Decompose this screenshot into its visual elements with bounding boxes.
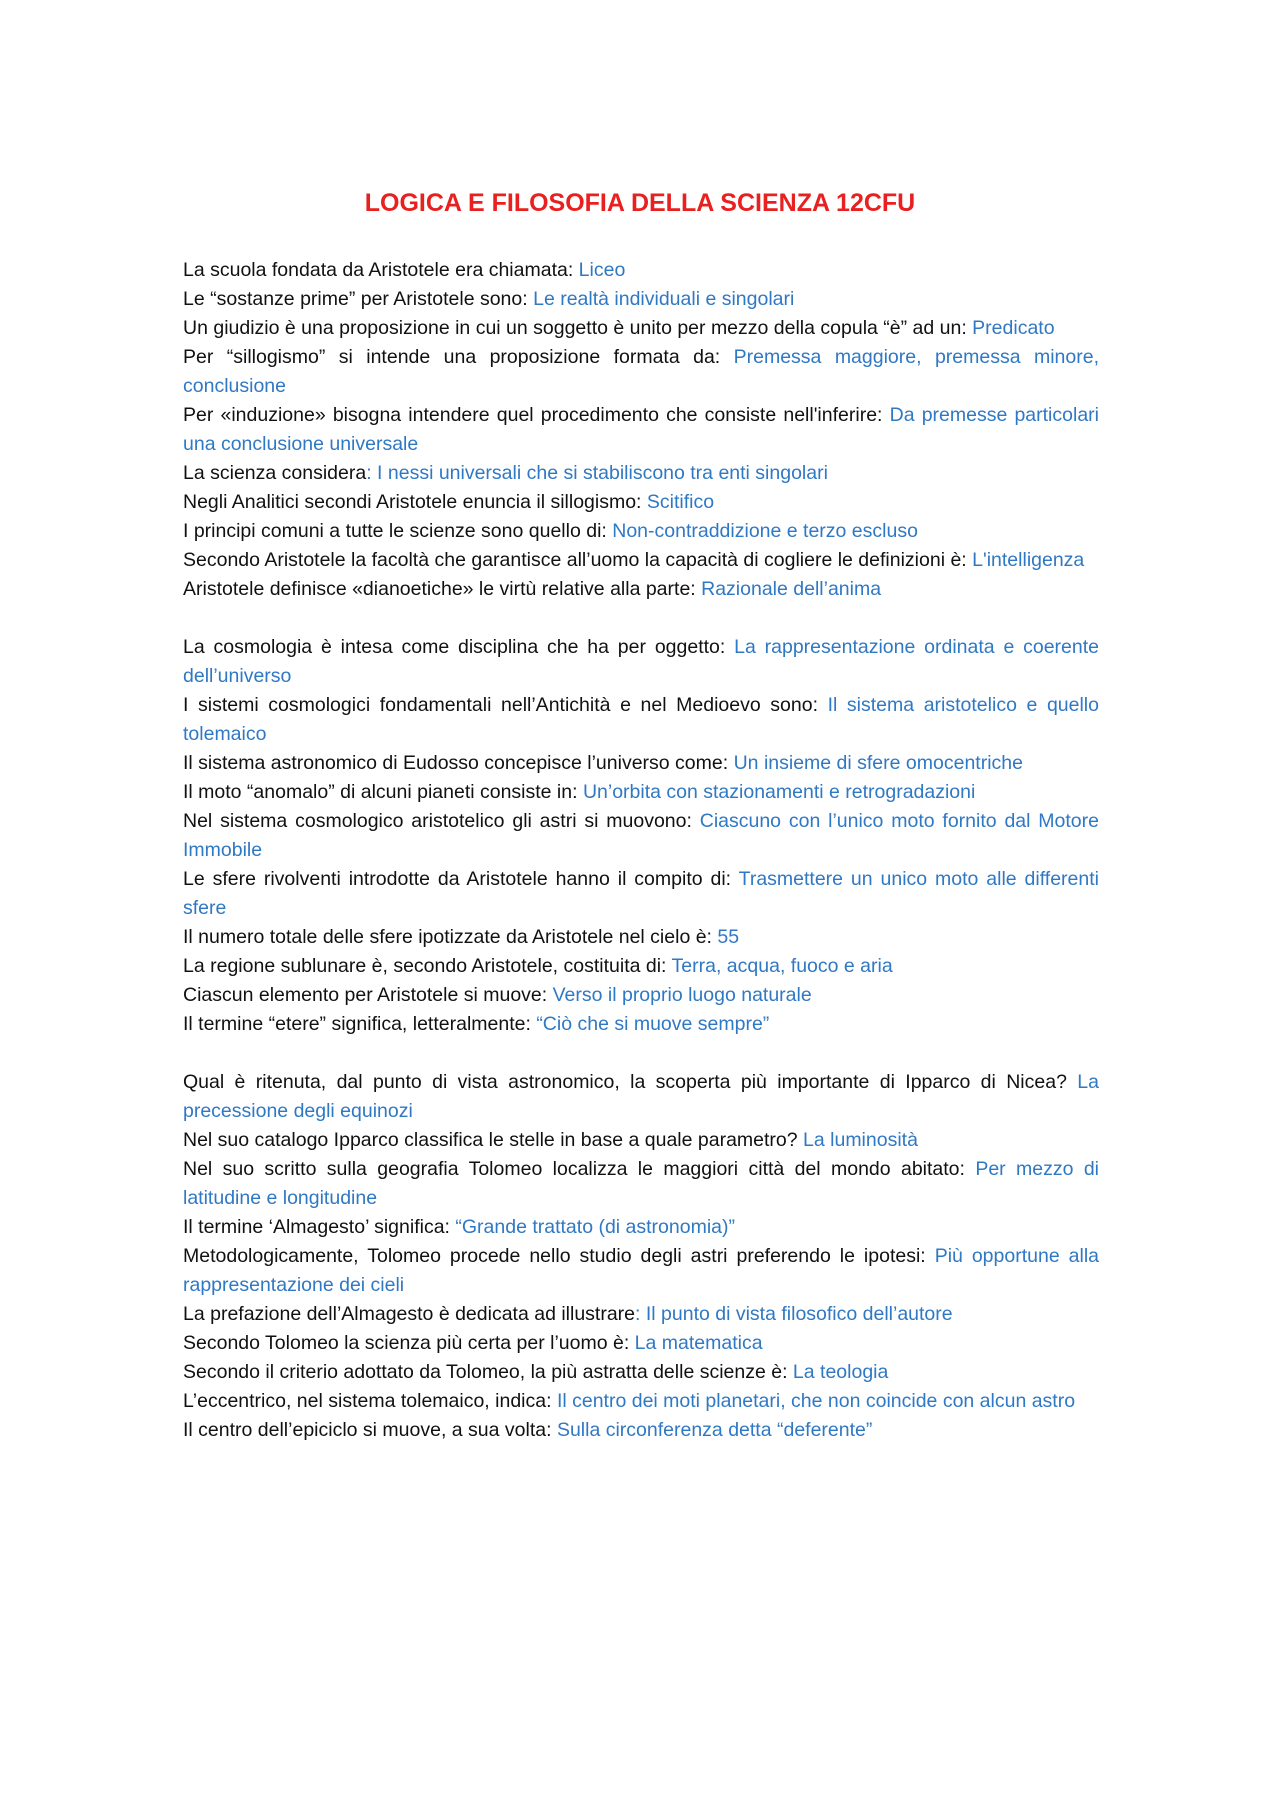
answer-text: La matematica [634, 1332, 763, 1354]
answer-text: Premessa maggiore, premessa minore, conclusione [183, 346, 1099, 397]
question-text: Metodologicamente, Tolomeo procede nello studio degli astri preferendo le ipotesi: [183, 1245, 935, 1267]
question-text: Le sfere rivolventi introdotte da Aristotele hanno il compito di: [183, 868, 739, 890]
qa-item [183, 285, 1099, 314]
qa-item [183, 923, 1099, 952]
question-text: Qual è ritenuta, dal punto di vista astronomico, la scoperta più importante di Ipparco di Nicea? [183, 1071, 1078, 1093]
qa-item [183, 575, 1099, 604]
question-text: Le “sostanze prime” per Aristotele sono: [183, 288, 534, 310]
document-title: LOGICA E FILOSOFIA DELLA SCIENZA 12CFU [364, 189, 916, 217]
question-text: La regione sublunare è, secondo Aristotele, costituita di: [183, 955, 672, 977]
qa-item [183, 778, 1099, 807]
qa-item [183, 1126, 1099, 1155]
answer-text: Verso il proprio luogo naturale [552, 984, 812, 1006]
question-text: Il termine ‘Almagesto’ significa: [183, 1216, 456, 1238]
answer-text: Ciascuno con l’unico moto fornito dal Motore Immobile [183, 810, 1099, 861]
answer-text: Più opportune alla rappresentazione dei cieli [183, 1245, 1099, 1296]
answer-text: : Il punto di vista filosofico dell’autore [635, 1303, 953, 1325]
answer-text: “Ciò che si muove sempre” [536, 1013, 770, 1035]
answer-text: La precessione degli equinozi [183, 1071, 1099, 1122]
answer-text: Trasmettere un unico moto alle differenti sfere [183, 868, 1099, 919]
qa-item [183, 981, 1099, 1010]
answer-text: Predicato [972, 317, 1055, 339]
qa-item [183, 749, 1099, 778]
qa-item [183, 1416, 1099, 1445]
question-text: Nel suo scritto sulla geografia Tolomeo localizza le maggiori città del mondo abitato: [183, 1158, 976, 1180]
answer-text: La teologia [792, 1361, 889, 1383]
question-text: Il termine “etere” significa, letteralmente: [183, 1013, 537, 1035]
answer-text: Razionale dell’anima [701, 578, 882, 600]
qa-section [183, 633, 1099, 1039]
qa-section [183, 1068, 1099, 1445]
answer-text: Liceo [578, 259, 626, 281]
qa-section [183, 256, 1099, 604]
qa-item [183, 546, 1099, 575]
qa-item [183, 807, 1099, 865]
answer-text: Un insieme di sfere omocentriche [733, 752, 1023, 774]
qa-item [183, 1010, 1099, 1039]
qa-item [183, 691, 1099, 749]
qa-item [183, 343, 1099, 401]
qa-content [183, 256, 1099, 1474]
qa-item [183, 1329, 1099, 1358]
qa-item [183, 1358, 1099, 1387]
qa-item [183, 256, 1099, 285]
answer-text: Da premesse particolari una conclusione universale [183, 404, 1099, 455]
question-text: I principi comuni a tutte le scienze sono quello di: [183, 520, 613, 542]
qa-item [183, 1387, 1099, 1416]
question-text: Secondo il criterio adottato da Tolomeo, la più astratta delle scienze è: [183, 1361, 793, 1383]
question-text: La scuola fondata da Aristotele era chiamata: [183, 259, 579, 281]
question-text: Secondo Aristotele la facoltà che garantisce all’uomo la capacità di cogliere le definizioni è: [183, 549, 973, 571]
question-text: La scienza considera [183, 462, 367, 484]
qa-item [183, 952, 1099, 981]
answer-text: : I nessi universali che si stabiliscono tra enti singolari [366, 462, 828, 484]
question-text: Il sistema astronomico di Eudosso concepisce l’universo come: [183, 752, 734, 774]
qa-item [183, 1242, 1099, 1300]
qa-item [183, 1068, 1099, 1126]
question-text: Per “sillogismo” si intende una proposizione formata da: [183, 346, 734, 368]
answer-text: “Grande trattato (di astronomia)” [455, 1216, 735, 1238]
qa-item [183, 459, 1099, 488]
qa-item [183, 1213, 1099, 1242]
qa-item [183, 517, 1099, 546]
answer-text: Terra, acqua, fuoco e aria [671, 955, 893, 977]
qa-item [183, 1300, 1099, 1329]
question-text: La cosmologia è intesa come disciplina che ha per oggetto: [183, 636, 735, 658]
qa-item [183, 1155, 1099, 1213]
qa-item [183, 401, 1099, 459]
question-text: La prefazione dell’Almagesto è dedicata ad illustrare [183, 1303, 636, 1325]
answer-text: Non-contraddizione e terzo escluso [612, 520, 918, 542]
answer-text: Un’orbita con stazionamenti e retrogradazioni [582, 781, 976, 803]
answer-text: Il centro dei moti planetari, che non coincide con alcun astro [556, 1390, 1076, 1412]
qa-item [183, 488, 1099, 517]
question-text: Il moto “anomalo” di alcuni pianeti consiste in: [183, 781, 583, 803]
answer-text: Il sistema aristotelico e quello tolemaico [183, 694, 1099, 745]
question-text: Negli Analitici secondi Aristotele enuncia il sillogismo: [183, 491, 647, 513]
answer-text: La rappresentazione ordinata e coerente dell’universo [183, 636, 1099, 687]
question-text: L’eccentrico, nel sistema tolemaico, indica: [183, 1390, 557, 1412]
answer-text: 55 [717, 926, 740, 948]
question-text: Ciascun elemento per Aristotele si muove: [183, 984, 553, 1006]
question-text: Nel suo catalogo Ipparco classifica le stelle in base a quale parametro? [183, 1129, 804, 1151]
question-text: Il centro dell’epiciclo si muove, a sua volta: [183, 1419, 557, 1441]
answer-text: L'intelligenza [972, 549, 1085, 571]
question-text: Secondo Tolomeo la scienza più certa per l’uomo è: [183, 1332, 635, 1354]
question-text: Nel sistema cosmologico aristotelico gli astri si muovono: [183, 810, 700, 832]
answer-text: Le realtà individuali e singolari [533, 288, 795, 310]
question-text: Per «induzione» bisogna intendere quel procedimento che consiste nell'inferire: [183, 404, 890, 426]
answer-text: La luminosità [803, 1129, 918, 1151]
question-text: Il numero totale delle sfere ipotizzate da Aristotele nel cielo è: [183, 926, 718, 948]
answer-text: Sulla circonferenza detta “deferente” [556, 1419, 873, 1441]
question-text: Un giudizio è una proposizione in cui un soggetto è unito per mezzo della copula “è” ad un: [183, 317, 973, 339]
qa-item [183, 865, 1099, 923]
answer-text: Per mezzo di latitudine e longitudine [183, 1158, 1099, 1209]
qa-item [183, 314, 1099, 343]
question-text: Aristotele definisce «dianoetiche» le virtù relative alla parte: [183, 578, 702, 600]
qa-item [183, 633, 1099, 691]
answer-text: Scitifico [646, 491, 715, 513]
question-text: I sistemi cosmologici fondamentali nell’Antichità e nel Medioevo sono: [183, 694, 828, 716]
